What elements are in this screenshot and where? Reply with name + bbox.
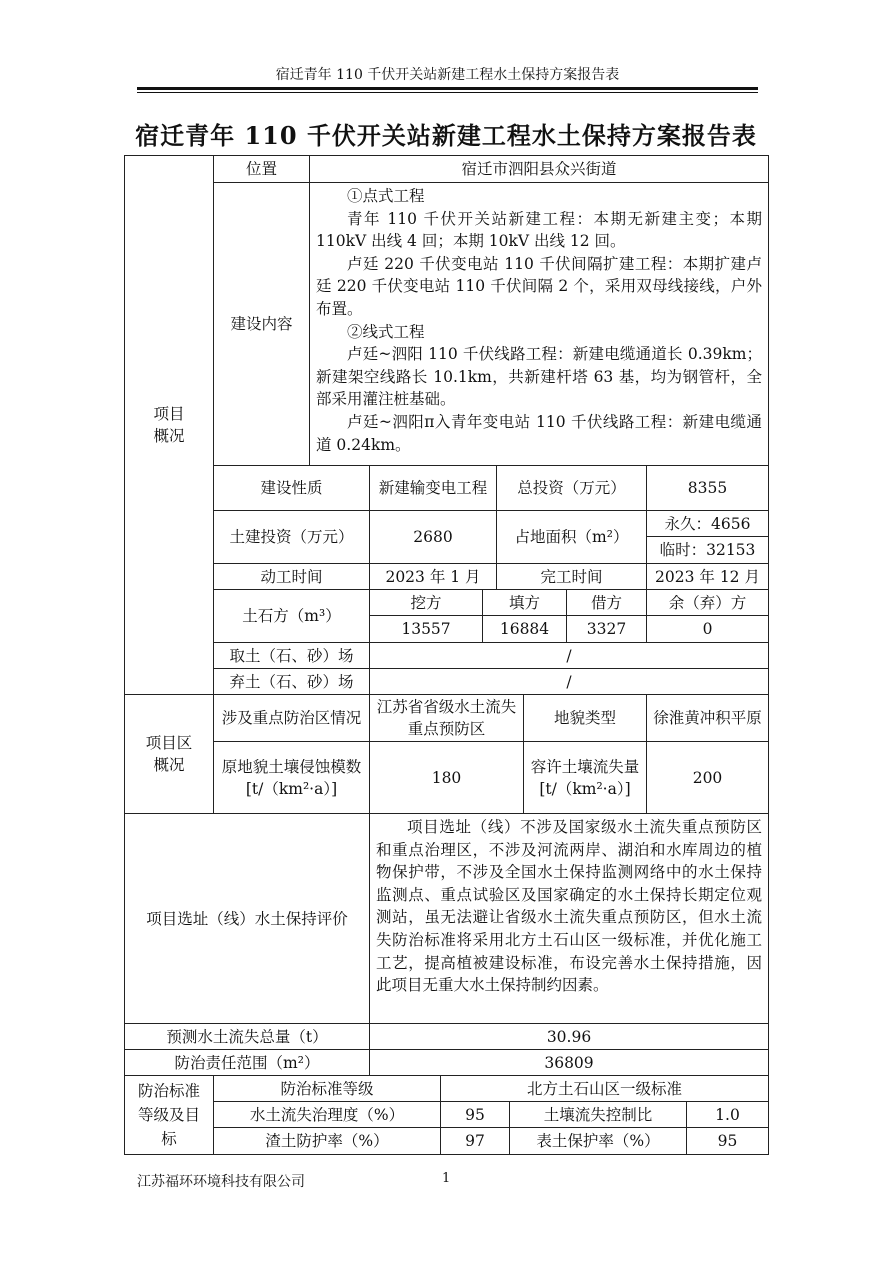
key-zone-label: 涉及重点防治区情况	[213, 694, 370, 742]
earthwork-header-cut: 挖方	[369, 589, 483, 616]
landform-value: 徐淮黄冲积平原	[646, 694, 769, 742]
end-time-value: 2023 年 12 月	[646, 563, 769, 590]
standard-grade-label: 防治标准等级	[213, 1075, 441, 1102]
document-title: 宿迁青年 110 千伏开关站新建工程水土保持方案报告表	[135, 121, 757, 150]
topsoil-protection-label: 表土保护率（%）	[509, 1127, 687, 1155]
nature-value: 新建输变电工程	[369, 465, 497, 511]
total-investment-value: 8355	[646, 465, 769, 511]
site-evaluation-paragraph: 项目选址（线）不涉及国家级水土流失重点预防区和重点治理区，不涉及河流两岸、湖泊和水库周边的植物保护带，不涉及全国水土保持监测网络中的水土保持监测点、重点试验区及国家确定的水土保持长期定位观测站，虽无法避让省级水土流失重点预防区，但水土流失防治标准将采用北方土石山区一级标准，并优化施工工艺，提高植被建设标准，布设完善水土保持措施，因此项目无重大水土保持制约因素。	[376, 818, 762, 995]
content-paragraph: 卢廷~泗阳 110 千伏线路工程：新建电缆通道长 0.39km；新建架空线路长 10.1km，共新建杆塔 63 基，均为钢管杆，全部采用灌注桩基础。	[316, 345, 762, 409]
soil-loss-control-value: 1.0	[686, 1101, 769, 1128]
erosion-modulus-label: 原地貌土壤侵蚀模数	[221, 757, 362, 776]
treatment-degree-value: 95	[440, 1101, 510, 1128]
land-temporary: 临时：32153	[646, 536, 769, 564]
responsibility-area-label: 防治责任范围（m²）	[124, 1049, 370, 1076]
allowable-loss-cell	[523, 741, 647, 814]
predicted-loss-value: 30.96	[369, 1023, 769, 1050]
borrow-site-label: 取土（石、砂）场	[213, 642, 370, 669]
slag-protection-value: 97	[440, 1127, 510, 1155]
spoil-site-value: /	[369, 668, 769, 695]
earthwork-value-borrow: 3327	[566, 615, 647, 643]
erosion-modulus-cell	[213, 741, 370, 814]
erosion-modulus-value: 180	[369, 741, 524, 814]
standard-section-label: 防治标准 等级及目 标	[124, 1075, 214, 1155]
location-label: 位置	[213, 155, 310, 183]
start-time-value: 2023 年 1 月	[369, 563, 497, 590]
allowable-loss-value: 200	[646, 741, 769, 814]
project-overview-section-label: 项目 概况	[124, 155, 214, 695]
standard-grade-value: 北方土石山区一级标准	[440, 1075, 769, 1102]
earthwork-header-spoil: 余（弃）方	[646, 589, 769, 616]
allowable-loss-label: 容许土壤流失量	[530, 757, 640, 776]
civil-investment-value: 2680	[369, 510, 497, 564]
content-paragraph: 青年 110 千伏开关站新建工程：本期无新建主变；本期 110kV 出线 4 回；本期 10kV 出线 12 回。	[316, 209, 762, 251]
content-paragraph: ①点式工程	[347, 187, 425, 205]
responsibility-area-value: 36809	[369, 1049, 769, 1076]
earthwork-value-cut: 13557	[369, 615, 483, 643]
slag-protection-label: 渣土防护率（%）	[213, 1127, 441, 1155]
erosion-modulus-unit: [t/（km²·a）]	[245, 779, 338, 798]
key-zone-value: 江苏省省级水土流失重点预防区	[369, 694, 524, 742]
allowable-loss-unit: [t/（km²·a）]	[539, 779, 631, 798]
content-paragraph: 卢廷 220 千伏变电站 110 千伏间隔扩建工程：本期扩建卢廷 220 千伏变电站 110 千伏间隔 2 个，采用双母线接线，户外布置。	[316, 254, 762, 318]
predicted-loss-label: 预测水土流失总量（t）	[124, 1023, 370, 1050]
page-number: 1	[442, 1171, 451, 1186]
spoil-site-label: 弃土（石、砂）场	[213, 668, 370, 695]
content-paragraph: ②线式工程	[347, 322, 425, 341]
civil-investment-label: 土建投资（万元）	[213, 510, 370, 564]
earthwork-header-fill: 填方	[482, 589, 567, 616]
soil-loss-control-label: 土壤流失控制比	[509, 1101, 687, 1128]
construction-content-label: 建设内容	[213, 182, 310, 466]
land-area-label: 占地面积（m²）	[496, 510, 647, 564]
earthwork-label: 土石方（m³）	[213, 589, 370, 643]
earthwork-header-borrow: 借方	[566, 589, 647, 616]
construction-content-text	[309, 182, 769, 466]
footer-company: 江苏福环环境科技有限公司	[137, 1174, 305, 1190]
end-time-label: 完工时间	[496, 563, 647, 590]
treatment-degree-label: 水土流失治理度（%）	[213, 1101, 441, 1128]
earthwork-value-spoil: 0	[646, 615, 769, 643]
land-permanent: 永久：4656	[646, 510, 769, 537]
nature-label: 建设性质	[213, 465, 370, 511]
content-paragraph: 卢廷~泗阳π入青年变电站 110 千伏线路工程：新建电缆通道 0.24km。	[316, 412, 762, 454]
running-header: 宿迁青年 110 千伏开关站新建工程水土保持方案报告表	[275, 67, 620, 83]
site-evaluation-label: 项目选址（线）水土保持评价	[124, 813, 370, 1024]
total-investment-label: 总投资（万元）	[496, 465, 647, 511]
earthwork-value-fill: 16884	[482, 615, 567, 643]
landform-label: 地貌类型	[523, 694, 647, 742]
start-time-label: 动工时间	[213, 563, 370, 590]
area-overview-section-label: 项目区 概况	[124, 694, 214, 814]
borrow-site-value: /	[369, 642, 769, 669]
location-value: 宿迁市泗阳县众兴街道	[309, 155, 769, 183]
topsoil-protection-value: 95	[686, 1127, 769, 1155]
site-evaluation-text	[369, 813, 769, 1024]
